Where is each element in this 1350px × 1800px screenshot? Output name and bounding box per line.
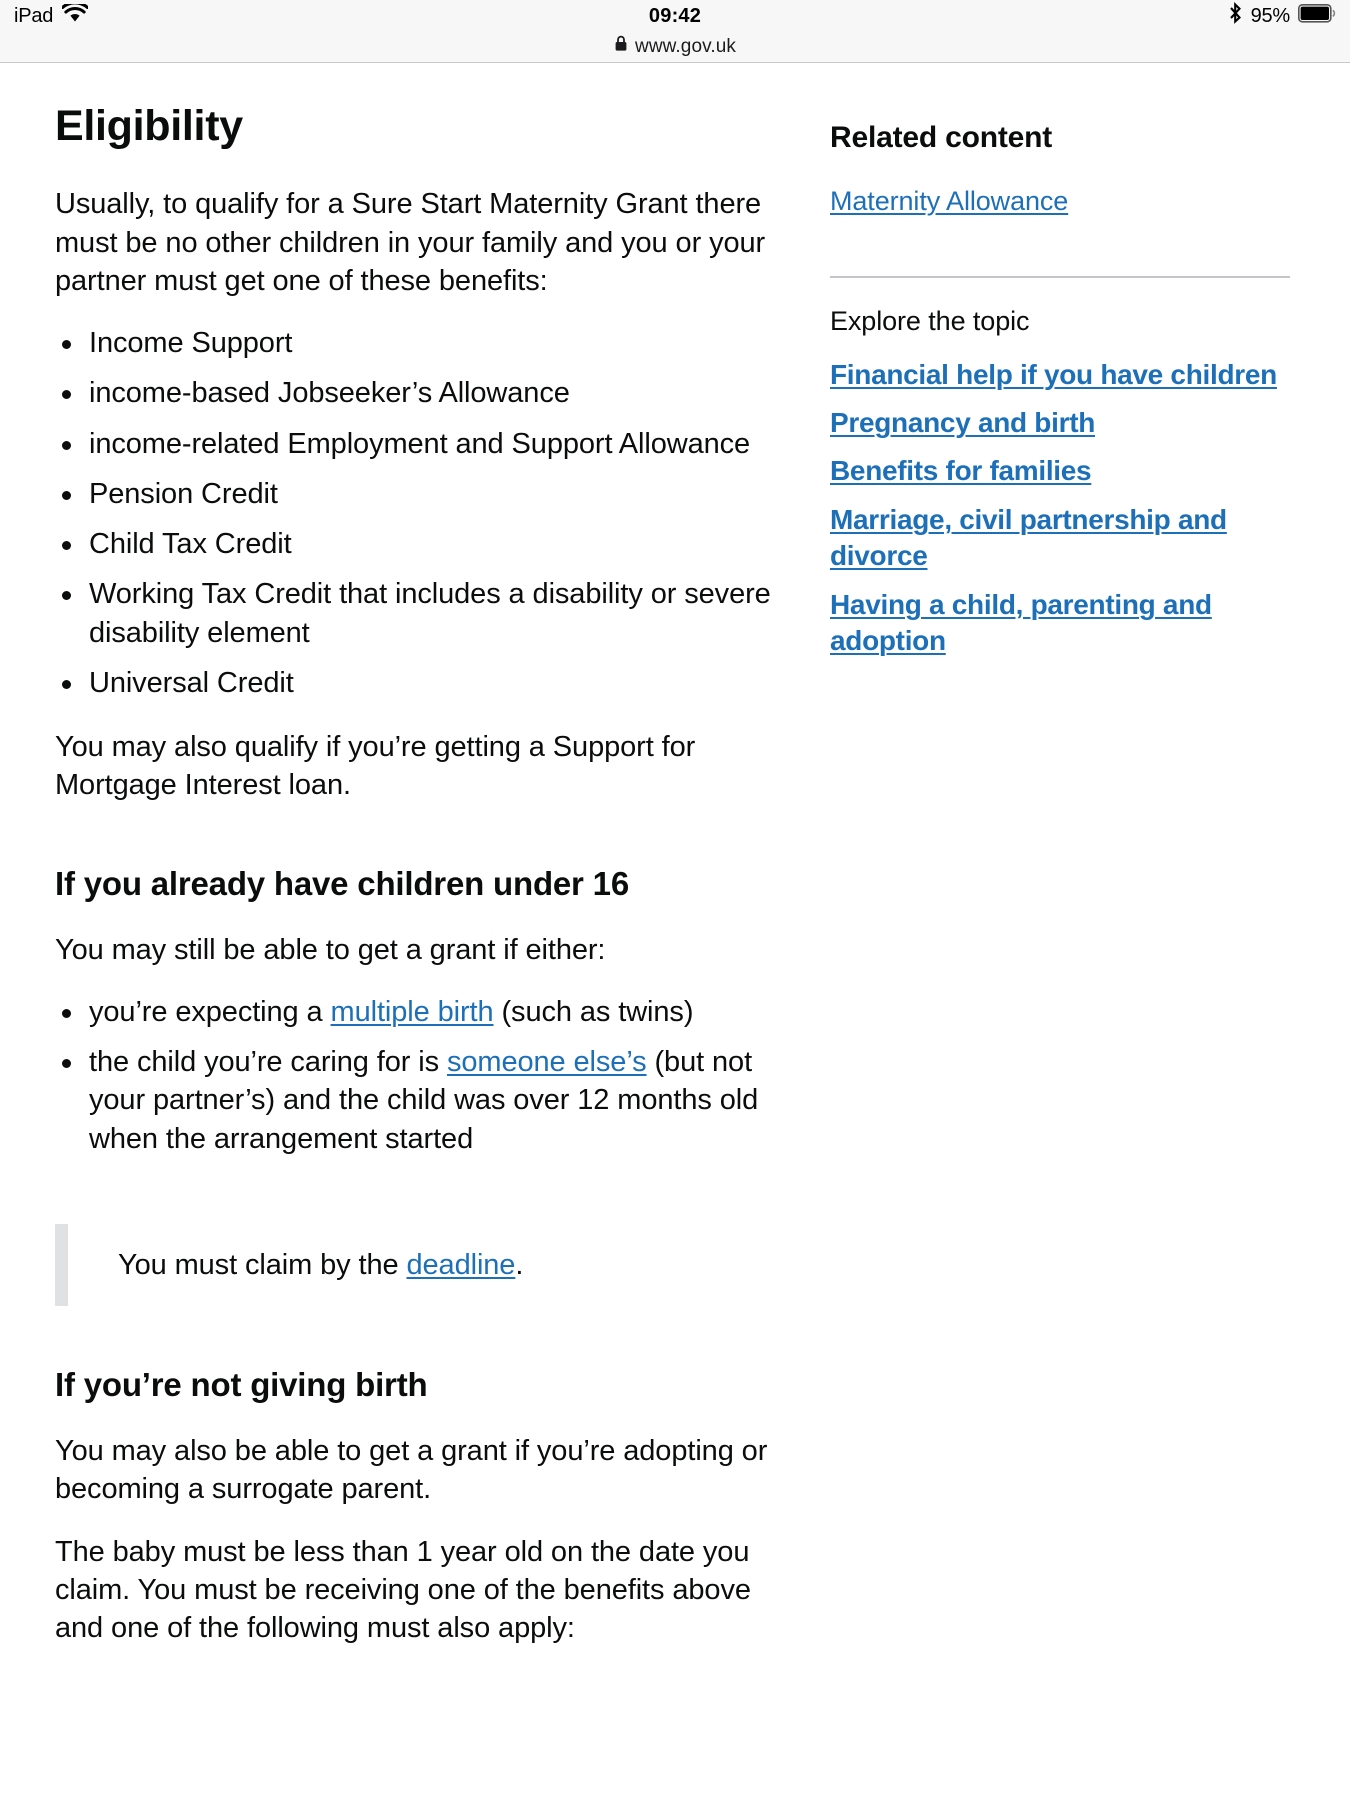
- wifi-icon: [62, 4, 88, 28]
- someone-elses-link[interactable]: someone else’s: [446, 1046, 647, 1079]
- status-bar-left: [14, 4, 649, 28]
- status-bar-right: [701, 2, 1336, 30]
- inset-text: [118, 1246, 790, 1284]
- ios-status-bar: [0, 0, 1350, 32]
- list-item: Universal Credit: [55, 664, 790, 702]
- related-content-sidebar: [830, 63, 1350, 671]
- page-body: [0, 63, 1350, 1672]
- status-clock: 09:42: [648, 5, 702, 27]
- topic-links-list: [830, 357, 1290, 660]
- list-item: [830, 357, 1290, 393]
- list-item: [830, 453, 1290, 489]
- topic-link-benefits-for-families[interactable]: Benefits for families: [830, 455, 1092, 487]
- topic-link-having-a-child[interactable]: Having a child, parenting and adoption: [830, 588, 1212, 657]
- battery-percent-label: 95%: [1250, 5, 1290, 27]
- not-giving-birth-paragraph-2: The baby must be less than 1 year old on the date you claim. You must be receiving one of the benefits above and one of the following must also apply:: [55, 1535, 751, 1645]
- children-section-lead: You may still be able to get a grant if either:: [55, 933, 606, 966]
- topic-link-financial-help[interactable]: Financial help if you have children: [830, 358, 1277, 390]
- inset-callout: [55, 1224, 790, 1306]
- main-content: [0, 63, 830, 1672]
- list-item: [55, 993, 790, 1031]
- list-item: income-related Employment and Support Allowance: [55, 425, 790, 463]
- not-giving-birth-paragraph-1: You may also be able to get a grant if you’re adopting or becoming a surrogate parent.: [55, 1435, 768, 1506]
- list-item: [830, 405, 1290, 441]
- benefits-list: [55, 324, 790, 702]
- children-conditions-list: [55, 993, 790, 1158]
- not-giving-birth-heading: If you’re not giving birth: [55, 1366, 428, 1404]
- bullet-text-before: you’re expecting a: [89, 995, 331, 1028]
- topic-link-marriage-civil-partnership[interactable]: Marriage, civil partnership and divorce: [830, 503, 1227, 572]
- intro-paragraph: Usually, to qualify for a Sure Start Maternity Grant there must be no other children in your family and you or your partner must get one of these benefits:: [55, 188, 766, 297]
- list-item: Pension Credit: [55, 475, 790, 513]
- bullet-text-before: the child you’re caring for is: [89, 1046, 447, 1079]
- bullet-text-after: (such as twins): [493, 995, 694, 1028]
- children-section-heading: If you already have children under 16: [55, 864, 629, 902]
- related-content-heading: Related content: [830, 121, 1053, 154]
- list-item: [55, 1043, 790, 1158]
- list-item: income-based Jobseeker’s Allowance: [55, 374, 790, 412]
- lock-icon: [614, 35, 628, 57]
- device-label: iPad: [14, 5, 54, 27]
- battery-icon: [1298, 4, 1336, 28]
- address-bar[interactable]: [0, 30, 1350, 62]
- list-item: [830, 184, 1290, 219]
- inset-text-after: .: [515, 1249, 524, 1282]
- related-link-maternity-allowance[interactable]: Maternity Allowance: [830, 185, 1069, 216]
- bluetooth-icon: [1228, 2, 1243, 30]
- multiple-birth-link[interactable]: multiple birth: [330, 995, 494, 1028]
- topic-link-pregnancy-and-birth[interactable]: Pregnancy and birth: [830, 407, 1096, 439]
- url-text: www.gov.uk: [635, 35, 736, 57]
- list-item: Income Support: [55, 324, 790, 362]
- list-item: Child Tax Credit: [55, 525, 790, 563]
- browser-chrome: [0, 0, 1350, 63]
- list-item: Working Tax Credit that includes a disability or severe disability element: [55, 575, 790, 652]
- support-mortgage-paragraph: You may also qualify if you’re getting a Support for Mortgage Interest loan.: [55, 731, 696, 802]
- list-item: [830, 587, 1290, 660]
- list-item: [830, 502, 1290, 575]
- explore-the-topic-label: Explore the topic: [830, 305, 1030, 336]
- status-bar-center: [649, 6, 701, 26]
- deadline-link[interactable]: deadline: [406, 1249, 516, 1282]
- related-links-list: [830, 184, 1290, 219]
- sidebar-divider: [830, 276, 1290, 278]
- bullet-text-after: (but not your partner’s) and the child was over 12 months old when the arrangement started: [89, 1046, 759, 1155]
- page-title: Eligibility: [55, 102, 243, 150]
- inset-text-before: You must claim by the: [118, 1249, 407, 1282]
